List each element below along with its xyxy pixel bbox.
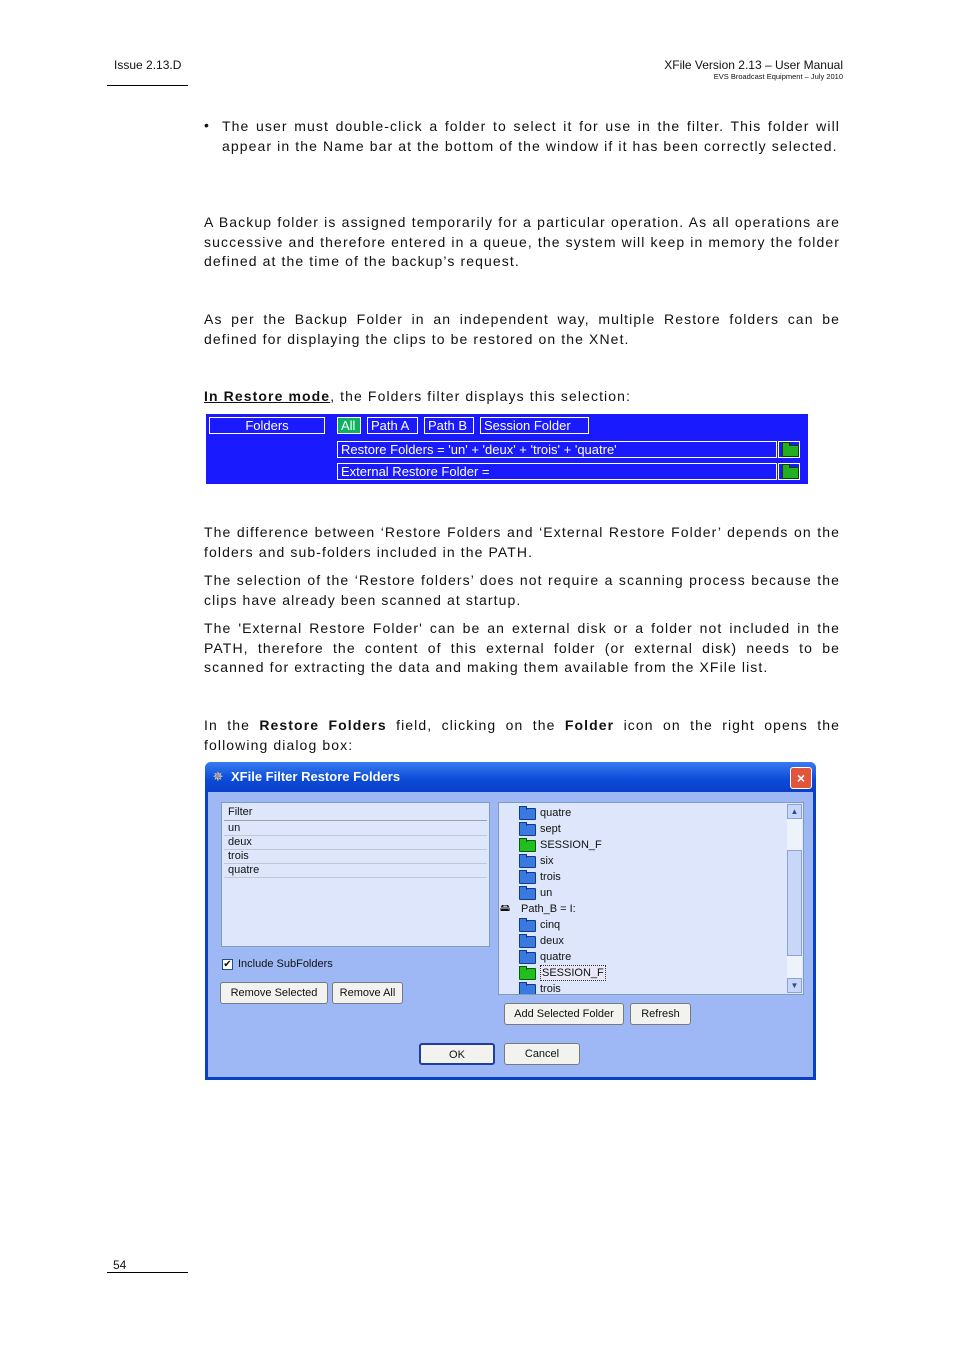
intro-text-2: field, clicking on the xyxy=(386,717,565,733)
drive-icon: 🖴 xyxy=(500,903,511,914)
filter-list-item[interactable]: quatre xyxy=(224,863,487,878)
folders-label: Folders xyxy=(209,417,325,434)
paragraph-restore-mode xyxy=(204,387,840,407)
blue-folder-icon xyxy=(519,888,536,900)
tree-item[interactable]: un xyxy=(519,885,779,901)
restore-mode-text: , the Folders filter displays this selection: xyxy=(330,388,632,404)
close-button[interactable]: × xyxy=(790,767,812,789)
external-restore-folder-field[interactable]: External Restore Folder = xyxy=(337,463,777,480)
blue-folder-icon xyxy=(519,936,536,948)
filter-all-button[interactable]: All xyxy=(337,417,361,434)
tree-item[interactable]: deux xyxy=(519,933,779,949)
filter-session-folder-button[interactable]: Session Folder xyxy=(480,417,589,434)
issue-label: Issue 2.13.D xyxy=(114,58,182,72)
cancel-button[interactable]: Cancel xyxy=(504,1043,580,1065)
blue-folder-icon xyxy=(519,872,536,884)
scroll-thumb[interactable] xyxy=(787,850,802,956)
paragraph-backup: A Backup folder is assigned temporarily for a particular operation. As all operations are successive and therefore entered in a queue, the system will keep in memory the folder defined at the time of the backup’s request. xyxy=(204,214,840,269)
blue-folder-icon xyxy=(519,824,536,836)
ok-button[interactable]: OK xyxy=(419,1043,495,1065)
dialog-body xyxy=(208,792,813,1077)
dialog-title-bar[interactable] xyxy=(205,762,816,792)
blue-folder-icon xyxy=(519,952,536,964)
header-rule xyxy=(107,85,188,86)
external-restore-browse-button[interactable] xyxy=(778,463,800,480)
filter-list-header: Filter xyxy=(224,805,487,821)
paragraph-restore: As per the Backup Folder in an independent way, multiple Restore folders can be defined for displaying the clips to be restored on the XNet. xyxy=(204,311,840,347)
app-icon: ✵ xyxy=(212,769,224,784)
paragraph-difference: The difference between ‘Restore Folders and ‘External Restore Folder’ depends on the folders and sub-folders included in the PATH. xyxy=(204,524,840,560)
filter-list-item[interactable]: trois xyxy=(224,849,487,864)
bullet-dot: • xyxy=(204,117,209,133)
blue-folder-icon xyxy=(519,856,536,868)
document-header xyxy=(664,58,843,82)
restore-folders-dialog xyxy=(205,762,816,1080)
blue-folder-icon xyxy=(519,920,536,932)
tree-item[interactable]: cinq xyxy=(519,917,779,933)
intro-text-1: In the xyxy=(204,717,260,733)
include-subfolders-label: Include SubFolders xyxy=(238,958,333,970)
green-folder-icon xyxy=(519,968,536,980)
dialog-title: XFile Filter Restore Folders xyxy=(231,769,401,784)
filter-path-b-button[interactable]: Path B xyxy=(424,417,474,434)
bullet-double-click: The user must double-click a folder to select it for use in the filter. This folder will appear in the Name bar at the bottom of the window if it has been correctly selected. xyxy=(222,118,840,154)
document-title: XFile Version 2.13 – User Manual xyxy=(664,58,843,72)
paragraph-selection: The selection of the ‘Restore folders’ does not require a scanning process because the clips have already been scanned at startup. xyxy=(204,572,840,608)
tree-item[interactable]: trois xyxy=(519,981,779,995)
remove-all-button[interactable]: Remove All xyxy=(332,982,403,1004)
refresh-button[interactable]: Refresh xyxy=(630,1003,691,1025)
scroll-up-button[interactable]: ▲ xyxy=(787,804,802,819)
blue-folder-icon xyxy=(519,984,536,995)
folders-filter-bar xyxy=(206,414,808,484)
filter-list-item[interactable]: deux xyxy=(224,835,487,850)
scroll-down-button[interactable]: ▼ xyxy=(787,978,802,993)
filter-path-a-button[interactable]: Path A xyxy=(367,417,418,434)
include-subfolders-checkbox[interactable]: ✔ xyxy=(223,959,232,970)
restore-folders-browse-button[interactable] xyxy=(778,441,800,458)
paragraph-external: The 'External Restore Folder' can be an external disk or a folder not included in the PATH, therefore the content of this external folder (or external disk) needs to be scanned for extracting the data and making them available from the XFile list. xyxy=(204,620,840,675)
intro-text-3: icon on the right opens the following dialog box: xyxy=(204,717,840,753)
tree-item[interactable]: trois xyxy=(519,869,779,885)
tree-scrollbar[interactable] xyxy=(787,804,802,993)
add-selected-folder-button[interactable]: Add Selected Folder xyxy=(504,1003,624,1025)
intro-folder: Folder xyxy=(564,717,615,733)
tree-item-selected[interactable]: SESSION_F xyxy=(519,965,779,981)
footer-rule xyxy=(107,1272,188,1273)
tree-item[interactable]: SESSION_F xyxy=(519,837,779,853)
paragraph-dialog-intro xyxy=(204,716,840,755)
filter-list-item[interactable]: un xyxy=(224,821,487,836)
filter-list[interactable] xyxy=(221,802,490,947)
tree-item[interactable]: quatre xyxy=(519,949,779,965)
tree-root-path-b[interactable]: 🖴 Path_B = I: xyxy=(500,903,576,915)
green-folder-icon xyxy=(519,840,536,852)
document-subtitle: EVS Broadcast Equipment – July 2010 xyxy=(713,72,843,81)
blue-folder-icon xyxy=(519,808,536,820)
restore-folders-field[interactable]: Restore Folders = 'un' + 'deux' + 'trois' + 'quatre' xyxy=(337,441,777,458)
tree-item[interactable]: six xyxy=(519,853,779,869)
folder-tree[interactable] xyxy=(498,802,804,995)
tree-item[interactable]: quatre xyxy=(519,805,779,821)
folder-icon xyxy=(782,445,799,457)
restore-mode-link: In Restore mode xyxy=(204,388,331,404)
folder-icon xyxy=(782,467,799,479)
tree-item[interactable]: sept xyxy=(519,821,779,837)
intro-restore-folders: Restore Folders xyxy=(259,717,387,733)
remove-selected-button[interactable]: Remove Selected xyxy=(220,982,328,1004)
page-number: 54 xyxy=(113,1258,127,1272)
